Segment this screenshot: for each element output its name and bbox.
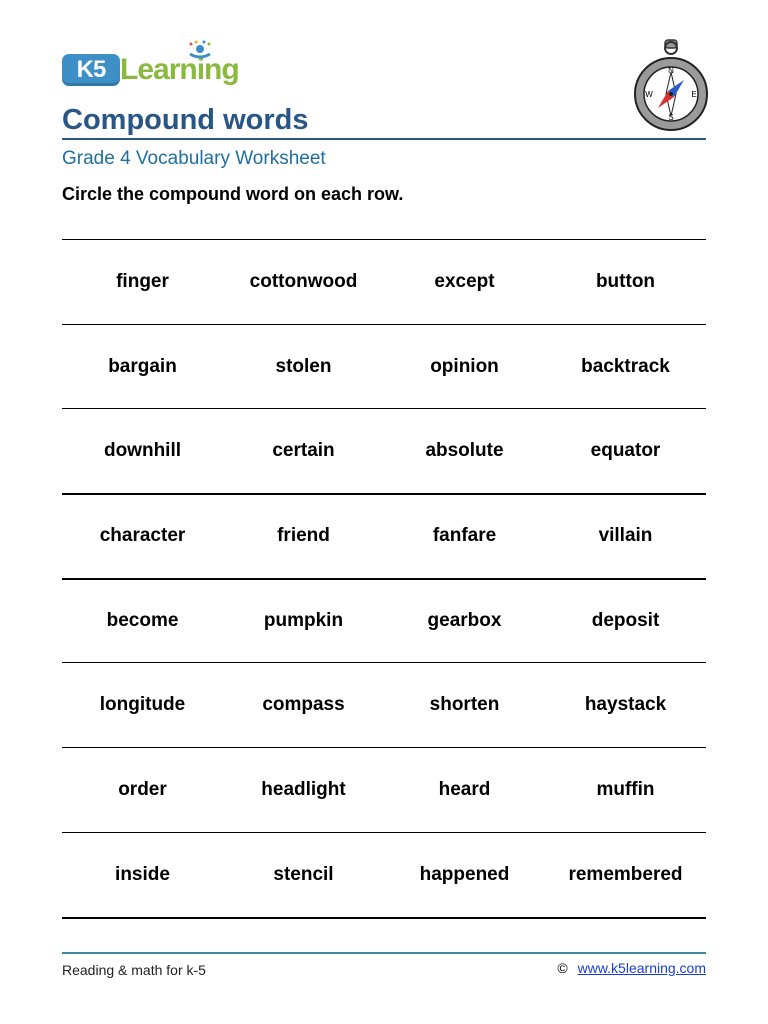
word-cell[interactable]: villain <box>598 525 653 547</box>
word-cell[interactable]: stencil <box>273 863 334 885</box>
word-cell[interactable]: backtrack <box>581 355 670 377</box>
title-divider <box>62 138 706 140</box>
word-cell[interactable]: equator <box>590 440 661 462</box>
word-cell[interactable]: character <box>99 525 186 547</box>
word-row <box>62 239 706 324</box>
grid-bottom-rule <box>62 917 706 919</box>
word-row <box>62 324 706 409</box>
word-cell[interactable]: absolute <box>425 440 504 462</box>
word-cell[interactable]: finger <box>116 270 169 292</box>
word-cell[interactable]: order <box>118 778 167 800</box>
word-cell[interactable]: heard <box>438 778 491 800</box>
word-cell[interactable]: fanfare <box>432 525 497 547</box>
word-cell[interactable]: inside <box>115 863 170 885</box>
word-cell[interactable]: certain <box>272 440 335 462</box>
k5-learning-logo <box>62 40 252 92</box>
footer-tagline: Reading & math for k-5 <box>62 962 206 978</box>
page-subtitle: Grade 4 Vocabulary Worksheet <box>62 148 326 169</box>
word-cell[interactable]: remembered <box>568 863 683 885</box>
word-cell[interactable]: compass <box>262 694 345 716</box>
word-cell[interactable]: haystack <box>584 694 667 716</box>
word-row <box>62 408 706 493</box>
instructions: Circle the compound word on each row. <box>62 184 404 204</box>
word-cell[interactable]: downhill <box>103 440 182 462</box>
word-cell[interactable]: opinion <box>430 355 499 377</box>
footer-link-group <box>557 960 706 976</box>
word-cell[interactable]: gearbox <box>427 610 502 632</box>
compass-s: S <box>668 113 674 122</box>
copyright-icon: © <box>557 960 568 976</box>
compass-e: E <box>691 90 697 99</box>
website-link[interactable]: www.k5learning.com <box>577 960 706 976</box>
word-cell[interactable]: bargain <box>108 355 177 377</box>
word-cell[interactable]: cottonwood <box>249 270 358 292</box>
word-cell[interactable]: pumpkin <box>263 610 344 632</box>
word-row <box>62 662 706 747</box>
word-cell[interactable]: happened <box>419 863 510 885</box>
word-row <box>62 747 706 832</box>
word-cell[interactable]: except <box>434 270 495 292</box>
word-cell[interactable]: button <box>595 270 656 292</box>
footer-divider <box>62 952 706 954</box>
word-cell[interactable]: muffin <box>596 778 655 800</box>
page-title: Compound words <box>62 104 309 136</box>
logo-badge: K5 <box>62 54 120 86</box>
compass-icon <box>632 38 710 136</box>
word-grid <box>62 239 706 919</box>
logo-wordmark: Learning <box>120 53 239 86</box>
word-row <box>62 578 706 663</box>
word-cell[interactable]: deposit <box>591 610 660 632</box>
word-row <box>62 832 706 917</box>
word-cell[interactable]: friend <box>277 525 330 547</box>
word-cell[interactable]: longitude <box>99 694 186 716</box>
word-cell[interactable]: become <box>106 610 179 632</box>
compass-w: W <box>645 90 653 99</box>
word-cell[interactable]: stolen <box>275 355 332 377</box>
logo-person-icon <box>182 40 218 70</box>
word-row <box>62 493 706 578</box>
compass-n: N <box>668 66 674 75</box>
word-cell[interactable]: shorten <box>429 694 500 716</box>
word-cell[interactable]: headlight <box>261 778 346 800</box>
